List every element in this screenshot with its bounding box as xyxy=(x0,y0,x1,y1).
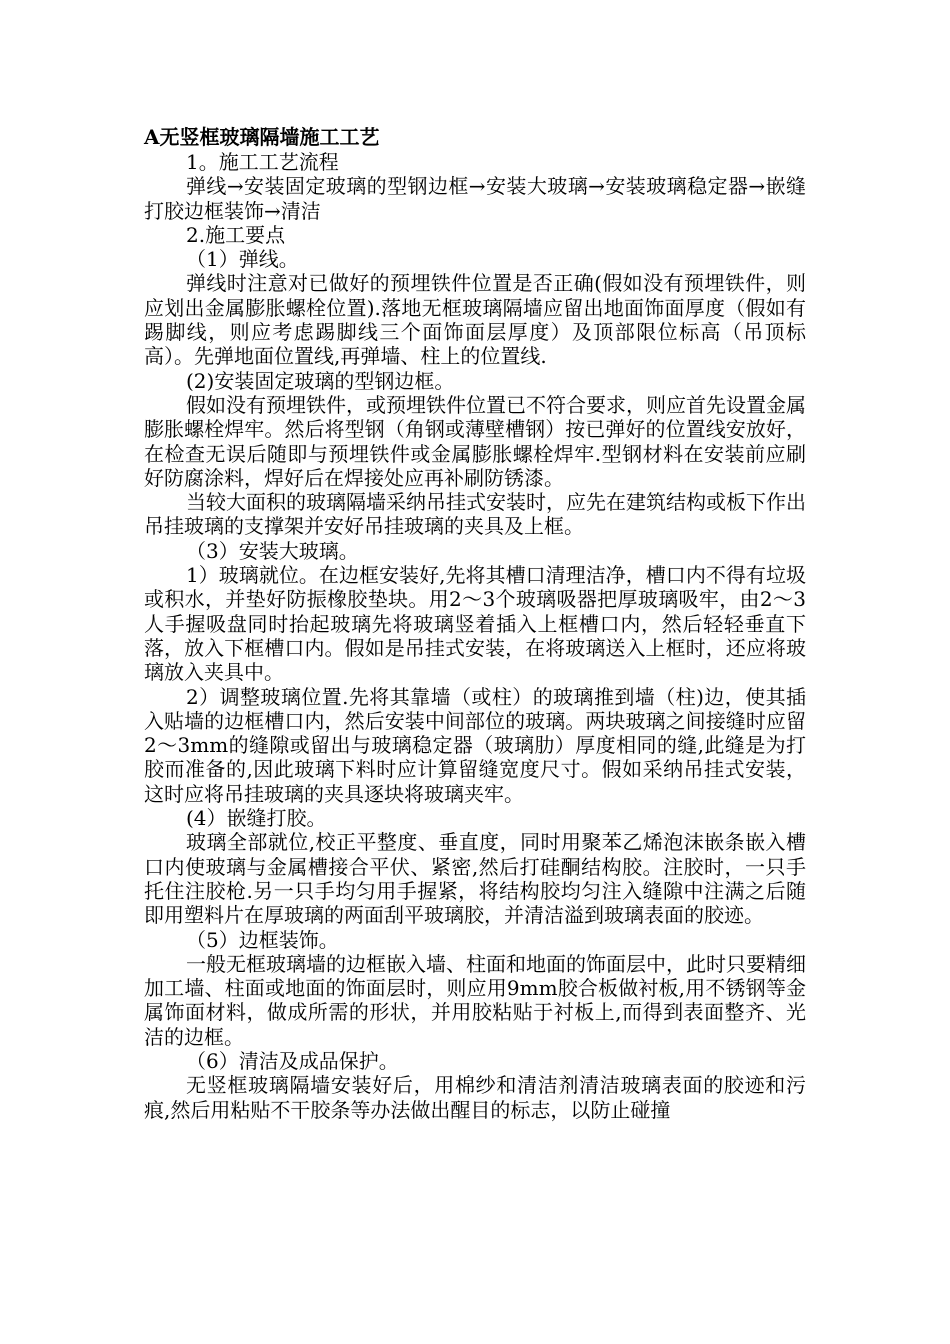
paragraph-step-1-body: 弹线时注意对已做好的预埋铁件位置是否正确(假如没有预埋铁件，则应划出金属膨胀螺栓位置).落地无框玻璃隔墙应留出地面饰面厚度（假如有踢脚线，则应考虑踢脚线三个面饰面层厚度）及顶部限位标高（吊顶标高）。先弹地面位置线,再弹墙、柱上的位置线. xyxy=(144,271,806,369)
paragraph-step-3-item-2: 2）调整玻璃位置.先将其靠墙（或柱）的玻璃推到墙（柱)边，使其插入贴墙的边框槽口内，然后安装中间部位的玻璃。两块玻璃之间接缝时应留2～3mm的缝隙或留出与玻璃稳定器（玻璃肋）厚度相同的缝,此缝是为打胶而准备的,因此玻璃下料时应计算留缝宽度尺寸。假如采纳吊挂式安装，这时应将吊挂玻璃的夹具逐块将玻璃夹牢。 xyxy=(144,684,806,806)
paragraph-step-1-heading: （1）弹线。 xyxy=(186,247,299,272)
paragraph-step-2-body-2: 当较大面积的玻璃隔墙采纳吊挂式安装时，应先在建筑结构或板下作出吊挂玻璃的支撑架并安好吊挂玻璃的夹具及上框。 xyxy=(144,490,806,539)
paragraph-step-6-heading: （6）清洁及成品保护。 xyxy=(186,1048,399,1073)
paragraph-step-5-body: 一般无框玻璃墙的边框嵌入墙、柱面和地面的饰面层中，此时只要精细加工墙、柱面或地面的饰面层时，则应用9mm胶合板做衬板,用不锈钢等金属饰面材料，做成所需的形状，并用胶粘贴于衬板上,而得到表面整齐、光洁的边框。 xyxy=(144,951,806,1049)
paragraph-step-3-item-1: 1）玻璃就位。在边框安装好,先将其槽口清理洁净，槽口内不得有垃圾或积水，并垫好防振橡胶垫块。用2～3个玻璃吸器把厚玻璃吸牢，由2～3人手握吸盘同时抬起玻璃先将玻璃竖着插入上框槽口内，然后轻轻垂直下落，放入下框槽口内。假如是吊挂式安装，在将玻璃送入上框时，还应将玻璃放入夹具中。 xyxy=(144,563,806,685)
paragraph-step-6-body: 无竖框玻璃隔墙安装好后，用棉纱和清洁剂清洁玻璃表面的胶迹和污痕,然后用粘贴不干胶条等办法做出醒目的标志，以防止碰撞 xyxy=(144,1073,806,1122)
paragraph-process-heading: 1。施工工艺流程 xyxy=(186,150,339,174)
paragraph-step-2-body: 假如没有预埋铁件，或预埋铁件位置已不符合要求，则应首先设置金属膨胀螺栓焊牢。然后将型钢（角钢或薄壁槽钢）按已弹好的位置线安放好，在检查无误后随即与预埋铁件或金属膨胀螺栓焊牢.型钢材料在安装前应刷好防腐涂料，焊好后在焊接处应再补刷防锈漆。 xyxy=(144,392,806,490)
paragraph-step-2-heading: (2)安装固定玻璃的型钢边框。 xyxy=(186,368,455,393)
document-body xyxy=(144,125,806,1122)
paragraph-step-4-heading: (4）嵌缝打胶。 xyxy=(186,806,327,831)
paragraph-process-flow: 弹线→安装固定玻璃的型钢边框→安装大玻璃→安装玻璃稳定器→嵌缝打胶边框装饰→清洁 xyxy=(144,174,806,223)
paragraph-step-3-heading: （3）安装大玻璃。 xyxy=(186,538,359,563)
paragraph-step-5-heading: （5）边框装饰。 xyxy=(186,927,339,952)
paragraph-step-4-body: 玻璃全部就位,校正平整度、垂直度，同时用聚苯乙烯泡沫嵌条嵌入槽口内使玻璃与金属槽接合平伏、紧密,然后打硅酮结构胶。注胶时，一只手托住注胶枪.另一只手均匀用手握紧，将结构胶均匀注入缝隙中注满之后随即用塑料片在厚玻璃的两面刮平玻璃胶，并清洁溢到玻璃表面的胶迹。 xyxy=(144,830,806,928)
paragraph-key-points-heading: 2.施工要点 xyxy=(186,222,286,247)
document-title: A无竖框玻璃隔墙施工工艺 xyxy=(144,125,380,149)
